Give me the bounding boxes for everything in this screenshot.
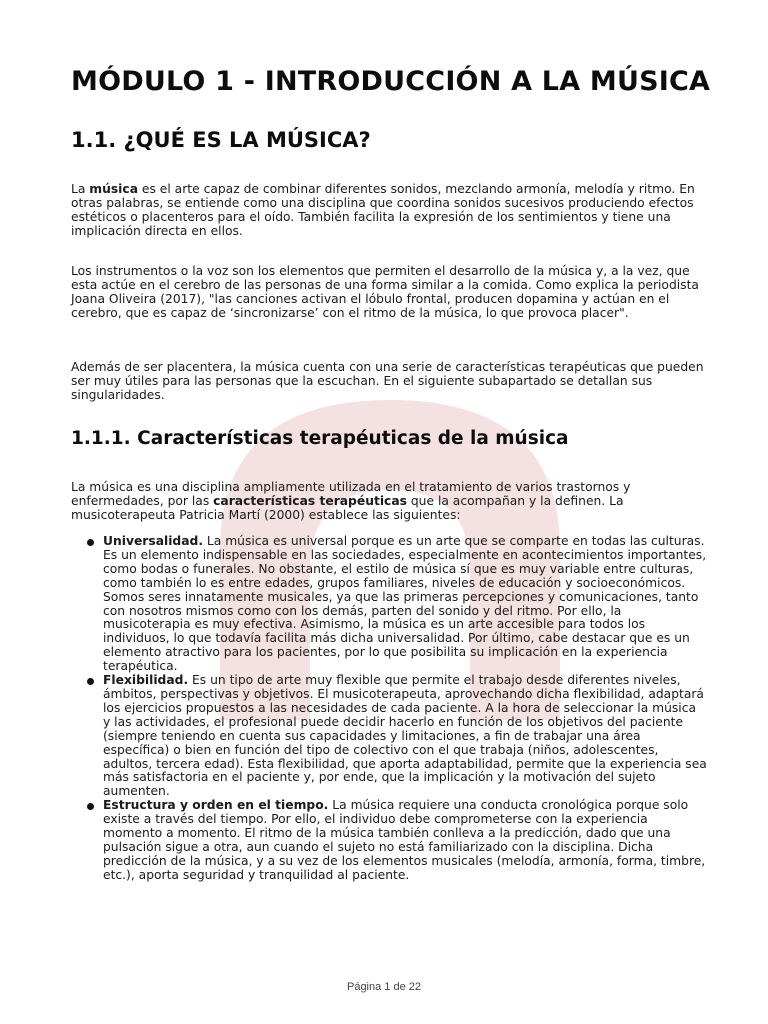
section-title: 1.1. ¿QUÉ ES LA MÚSICA? (71, 128, 371, 152)
bullet-icon (87, 803, 94, 810)
module-title: MÓDULO 1 - INTRODUCCIÓN A LA MÚSICA (71, 66, 711, 97)
subsection-title: 1.1.1. Características terapéuticas de la música (71, 428, 569, 449)
paragraph-definition: La música es el arte capaz de combinar diferentes sonidos, mezclando armonía, melodía y ritmo. En otras palabras, se entiende como una disciplina que coordina sonidos sucesivos produciendo efectos estéticos o placenteros para el oído. También facilita la expresión de los sentimientos y tiene una implicación directa en ellos. (71, 182, 695, 238)
list-item-term: Flexibilidad. (103, 673, 189, 688)
paragraph-therapeutic-intro: Además de ser placentera, la música cuenta con una serie de características terapéuticas que pueden ser muy útiles para las personas que la escuchan. En el siguiente subapartado se detallan sus singularidades. (71, 360, 704, 402)
list-item-text: La música es universal porque es un arte que se comparte en todas las culturas. Es un elemento indispensable en las sociedades, especialmente en acontecimientos importantes, como bodas o funerales. No obstante, el estilo de música sí que es muy variable entre culturas, como también lo es entre edades, grupos familiares, niveles de educación y socioeconómicos. Somos seres innatamente musicales, ya que las primeras percepciones y comunicaciones, tanto con nosotros mismos como con los demás, parten del sonido y del ritmo. Por ello, la musicoterapia es muy efectiva. Asimismo, la música es un arte accesible para todos los individuos, lo que todavía facilita más dicha universalidad. Por último, cabe destacar que es un elemento atractivo para los pacientes, por lo que posibilita su implicación en la experiencia terapéutica. (103, 534, 707, 674)
paragraph-characteristics-intro: La música es una disciplina ampliamente utilizada en el tratamiento de varios trastornos y enfermedades, por las características terapéuticas que la acompañan y la definen. La musicoterapeuta Patricia Martí (2000) establece las siguientes: (71, 480, 631, 522)
bold-term-caracteristicas: características terapéuticas (213, 493, 407, 508)
list-item-text: La música requiere una conducta cronológica porque solo existe a través del tiempo. Por ello, el individuo debe comprometerse con la experiencia momento a momento. El ritmo de la música también conlleva a la predicción, dado que una pulsación sigue a otra, aun cuando el sujeto no está familiarizado con la disciplina. Dicha predicción de la música, y a su vez de los elementos musicales (melodía, armonía, forma, timbre, etc.), aporta seguridad y tranquilidad al paciente. (103, 798, 706, 882)
page-number: Página 1 de 22 (346, 981, 421, 993)
paragraph-instruments: Los instrumentos o la voz son los elementos que permiten el desarrollo de la música y, a la vez, que esta actúe en el cerebro de las personas de una forma similar a la comida. Como explica la periodista Joana Oliveira (2017), "las canciones activan el lóbulo frontal, producen dopamina y actúan en el cerebro, que es capaz de ‘sincronizarse’ con el ritmo de la música, lo que provoca placer". (71, 264, 699, 320)
list-item-term: Estructura y orden en el tiempo. (103, 798, 329, 813)
bullet-icon (87, 678, 94, 685)
bold-term-musica: música (89, 182, 138, 196)
list-item (87, 799, 707, 882)
characteristics-list (87, 535, 707, 883)
bullet-icon (87, 539, 94, 546)
list-item-text: Es un tipo de arte muy flexible que permite el trabajo desde diferentes niveles, ámbitos, perspectivas y objetivos. El musicoterapeuta, aprovechando dicha flexibilidad, adaptará los ejercicios propuestos a las necesidades de cada paciente. A la hora de seleccionar la música y las actividades, el profesional puede decidir hacerlo en función de los objetivos del paciente (siempre teniendo en cuenta sus capacidades y limitaciones, a fin de trabajar una área específica) o bien en función del tipo de colectivo con el que trabaja (niños, adolescentes, adultos, tercera edad). Esta flexibilidad, que aporta adaptabilidad, permite que la experiencia sea más satisfactoria en el paciente y, por ende, que la implicación y la motivación del sujeto aumenten. (103, 673, 707, 799)
list-item-term: Universalidad. (103, 534, 203, 548)
list-item (87, 674, 707, 799)
list-item (87, 535, 707, 674)
